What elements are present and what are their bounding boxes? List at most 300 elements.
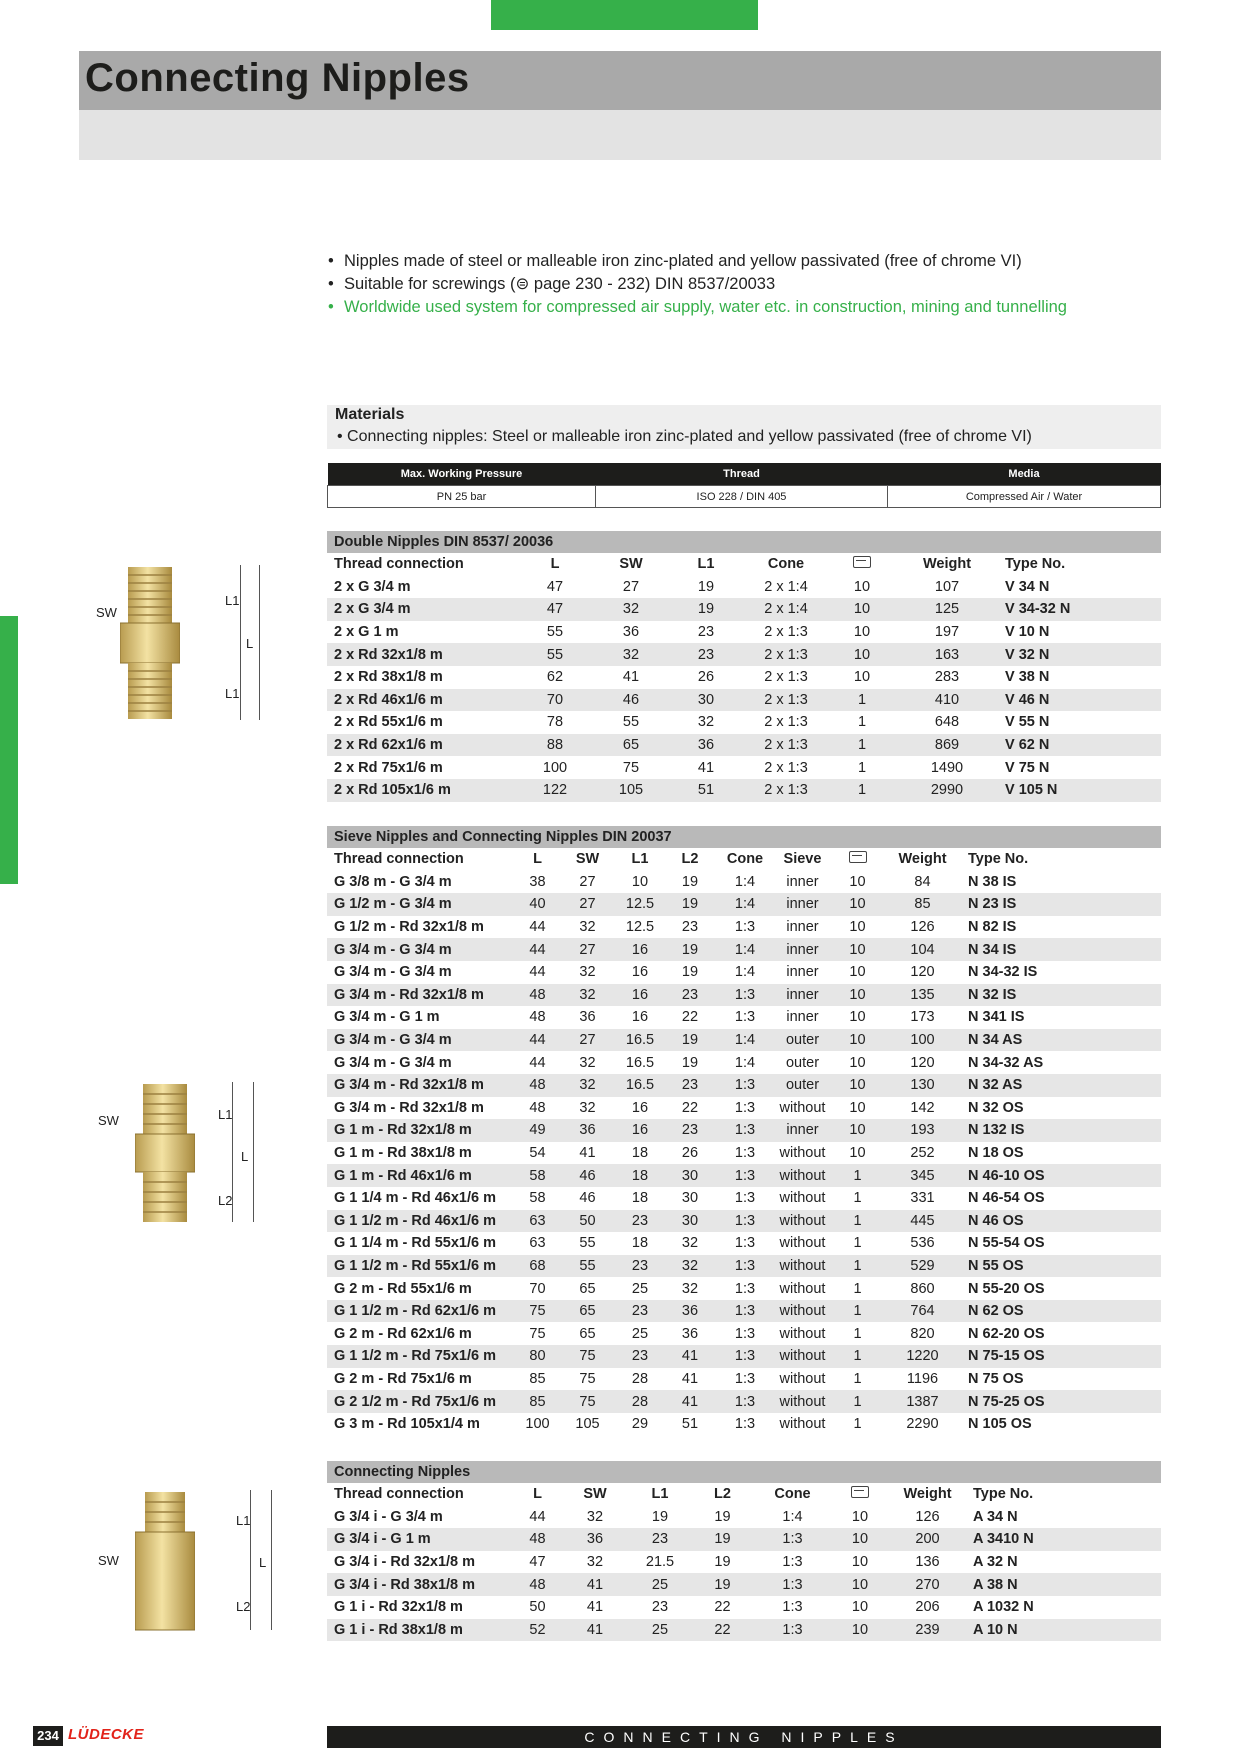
table-cell: 63 [529, 1235, 546, 1252]
table-cell: 1:3 [715, 1300, 775, 1323]
table-cell: 869 [897, 734, 997, 757]
table-cell: 25 [630, 1573, 690, 1596]
table-cell: N 341 IS [968, 1009, 1025, 1026]
subtitle-band [79, 110, 1161, 160]
table-cell: without [775, 1164, 830, 1187]
dim-l1-label: L1 [236, 1513, 251, 1528]
table-cell: N 75 OS [968, 1370, 1024, 1387]
top-accent-tab [491, 0, 758, 30]
table-row [327, 893, 1161, 916]
table-cell: 331 [910, 1190, 935, 1207]
table-cell: 36 [667, 734, 745, 757]
table-cell: 410 [897, 689, 997, 712]
table-cell: G 3 m - Rd 105x1/4 m [334, 1416, 480, 1433]
table-row [327, 1255, 1161, 1278]
table-cell: 63 [515, 1210, 560, 1233]
table-cell: 1220 [885, 1345, 960, 1368]
package-qty-icon [830, 848, 885, 871]
table-cell: 48 [529, 1009, 546, 1026]
table-cell: 41 [579, 1145, 596, 1162]
table-cell: 120 [910, 1054, 935, 1071]
table-cell: 2 x 1:3 [764, 759, 808, 776]
table-cell: 122 [515, 779, 595, 802]
table-row [327, 643, 1161, 666]
table-cell: 23 [615, 1300, 665, 1323]
table-cell: 23 [651, 1599, 669, 1616]
table-cell: 16 [615, 938, 665, 961]
table-cell: 19 [697, 578, 715, 595]
table-cell: 75 [560, 1345, 615, 1368]
table-row [327, 1368, 1161, 1391]
table-cell: 22 [681, 1009, 699, 1026]
table-cell: 32 [586, 1554, 604, 1571]
table-cell: 16 [615, 1119, 665, 1142]
table-cell: 32 [560, 1074, 615, 1097]
table-cell: G 1 1/4 m - Rd 46x1/6 m [334, 1190, 496, 1207]
table-row [327, 1551, 1161, 1574]
table-cell: 100 [885, 1029, 960, 1052]
table-cell: 32 [586, 1508, 604, 1525]
table-row [327, 1006, 1161, 1029]
table-cell: 1:3 [734, 1145, 756, 1162]
table-cell: 1:4 [715, 893, 775, 916]
table-cell: 22 [681, 1099, 699, 1116]
table-cell: 2 x G 1 m [334, 624, 399, 641]
table-cell: 58 [515, 1164, 560, 1187]
table-cell: 1:3 [734, 1190, 756, 1207]
table-cell: outer [775, 1074, 830, 1097]
column-header: L1 [631, 851, 649, 868]
table-cell: 44 [529, 919, 546, 936]
table-cell: 100 [542, 759, 568, 776]
table-cell: V 55 N [1005, 714, 1050, 731]
table-cell: 19 [690, 1573, 755, 1596]
table-cell: N 55 OS [960, 1255, 1161, 1278]
table-cell: G 1 1/2 m - Rd 46x1/6 m [327, 1210, 515, 1233]
table-row [327, 1413, 1161, 1436]
table-cell: 2 x 1:3 [745, 734, 827, 757]
table-cell: 41 [586, 1599, 604, 1616]
table-cell: without [775, 1255, 830, 1278]
table-cell: 1196 [906, 1370, 939, 1387]
table-cell: V 62 N [997, 734, 1161, 757]
table-cell: 1:3 [715, 984, 775, 1007]
table-cell: 10 [830, 1528, 890, 1551]
table-row [327, 1619, 1161, 1642]
table-cell: 105 [575, 1416, 600, 1433]
table-cell: 193 [885, 1119, 960, 1142]
table-cell: 2 x Rd 55x1/6 m [334, 714, 443, 731]
table-cell: 10 [830, 1619, 890, 1642]
table-cell: N 105 OS [968, 1416, 1032, 1433]
table-row [327, 916, 1161, 939]
table-cell: 23 [615, 1210, 665, 1233]
table-cell: 48 [529, 1099, 546, 1116]
table-cell: 10 [830, 984, 885, 1007]
dimension-line [250, 1490, 251, 1630]
table-cell: 40 [515, 893, 560, 916]
column-header: SW [575, 851, 600, 868]
table-cell: 126 [910, 919, 935, 936]
table-cell: 32 [681, 1235, 699, 1252]
table-cell: 44 [515, 1029, 560, 1052]
table-cell: 1:3 [734, 1280, 756, 1297]
table-cell: N 55-54 OS [968, 1235, 1045, 1252]
table-cell: 126 [915, 1508, 940, 1525]
table-cell: A 32 N [973, 1554, 1018, 1571]
table-cell: 36 [560, 1119, 615, 1142]
table-cell: 30 [665, 1210, 715, 1233]
table-cell: 41 [622, 669, 640, 686]
table-cell: without [779, 1280, 826, 1297]
table-cell: 19 [681, 873, 699, 890]
table-cell: 41 [560, 1619, 630, 1642]
table-cell: 1 [853, 1190, 862, 1207]
table-cell: 1 [830, 1255, 885, 1278]
table-cell: N 32 OS [968, 1099, 1024, 1116]
spec-value: PN 25 bar [328, 486, 596, 508]
table-cell: G 3/4 m - G 3/4 m [327, 938, 515, 961]
table-cell: 32 [665, 1255, 715, 1278]
table-cell: G 3/4 m - G 1 m [334, 1009, 440, 1026]
table-cell: 30 [665, 1164, 715, 1187]
table-cell: 1:4 [782, 1508, 803, 1525]
table-cell: 68 [515, 1255, 560, 1278]
table-row [327, 779, 1161, 802]
table-cell: G 3/4 m - G 3/4 m [334, 964, 452, 981]
table-cell: 46 [579, 1190, 596, 1207]
column-header: Sieve [783, 851, 822, 868]
table-cell: 860 [910, 1280, 935, 1297]
table-cell: G 1 1/4 m - Rd 55x1/6 m [334, 1235, 496, 1252]
table-cell: outer [775, 1029, 830, 1052]
table-cell: G 3/8 m - G 3/4 m [334, 873, 452, 890]
table-cell: 19 [651, 1508, 669, 1525]
table-cell: V 46 N [997, 689, 1161, 712]
table-cell: 10 [827, 598, 897, 621]
bullet-item: • Worldwide used system for compressed air supply, water etc. in construction, mining and tunnelling [326, 296, 1067, 319]
table-cell: 1:3 [734, 1235, 756, 1252]
table-cell: 125 [897, 598, 997, 621]
table-cell: 2990 [897, 779, 997, 802]
table-cell: without [775, 1210, 830, 1233]
table-cell: 206 [915, 1599, 940, 1616]
table-cell: 345 [885, 1164, 960, 1187]
table-cell: 10 [851, 1554, 869, 1571]
table-cell: inner [786, 964, 819, 981]
table-cell: 27 [622, 578, 640, 595]
table-cell: 70 [515, 689, 595, 712]
table-cell: 41 [665, 1345, 715, 1368]
materials-title: Materials [335, 406, 405, 423]
table-title: Double Nipples DIN 8537/ 20036 [327, 531, 1161, 553]
table-cell: 48 [515, 1528, 560, 1551]
table-row [327, 734, 1161, 757]
table-row [327, 598, 1161, 621]
table-cell: A 38 N [965, 1573, 1161, 1596]
table-cell: 44 [529, 1508, 546, 1525]
column-header: L2 [714, 1486, 731, 1503]
table-cell: 52 [515, 1619, 560, 1642]
table-row [327, 1029, 1161, 1052]
column-header: Cone [767, 556, 805, 573]
table-cell: 78 [546, 714, 564, 731]
table-cell: 23 [615, 1345, 665, 1368]
table-cell: 85 [885, 893, 960, 916]
table-cell: 2 x 1:4 [745, 598, 827, 621]
table-cell: 49 [515, 1119, 560, 1142]
table-title: Sieve Nipples and Connecting Nipples DIN 20037 [327, 826, 1161, 848]
table-row [327, 1164, 1161, 1187]
table-cell: 163 [897, 643, 997, 666]
table-row [327, 711, 1161, 734]
table-cell: 88 [515, 734, 595, 757]
table-cell: 2 x 1:3 [764, 669, 808, 686]
spec-table [327, 463, 1161, 508]
table-cell: 18 [631, 1235, 649, 1252]
table-cell: 23 [697, 624, 715, 641]
table-cell: 2 x G 3/4 m [334, 578, 411, 595]
table-row [327, 1277, 1161, 1300]
table-cell: 1:3 [715, 1210, 775, 1233]
table-cell: inner [775, 938, 830, 961]
table-cell: 1:3 [715, 1390, 775, 1413]
table-cell: 21.5 [645, 1554, 675, 1571]
table-cell: 65 [595, 734, 667, 757]
dim-sw-label: SW [96, 605, 117, 620]
table-row [327, 666, 1161, 689]
table-row [327, 1097, 1161, 1120]
table-cell: G 1/2 m - Rd 32x1/8 m [334, 919, 484, 936]
table-cell: 36 [560, 1528, 630, 1551]
table-cell: 27 [560, 938, 615, 961]
table-cell: 1:4 [734, 1054, 756, 1071]
connecting-nipple-illustration [135, 1488, 195, 1633]
table-cell: G 1 i - Rd 32x1/8 m [334, 1599, 463, 1616]
table-cell: 84 [914, 873, 931, 890]
column-header: SW [583, 1486, 607, 1503]
table-cell: G 1 m - Rd 38x1/8 m [334, 1145, 472, 1162]
table-cell: V 34 N [1005, 578, 1050, 595]
table-cell: 1:3 [715, 1164, 775, 1187]
table-cell: 1:4 [734, 964, 756, 981]
table-cell: 36 [579, 1009, 596, 1026]
table-row [327, 756, 1161, 779]
table-cell: without [779, 1145, 826, 1162]
table-cell: 1 [830, 1164, 885, 1187]
table-cell: 2 x Rd 32x1/8 m [327, 643, 515, 666]
table-cell: G 1 1/2 m - Rd 62x1/6 m [327, 1300, 515, 1323]
table-cell: 1 [827, 734, 897, 757]
table-cell: 648 [934, 714, 960, 731]
table-cell: V 75 N [1005, 759, 1050, 776]
table-row [327, 1390, 1161, 1413]
table-cell: 1:3 [782, 1554, 803, 1571]
table-cell: 1 [853, 1416, 862, 1433]
table-cell: N 46-10 OS [960, 1164, 1161, 1187]
table-cell: 2 x Rd 75x1/6 m [334, 759, 443, 776]
dim-l-label: L [241, 1149, 249, 1164]
table-cell: 19 [690, 1528, 755, 1551]
table-row [327, 871, 1161, 894]
table-cell: 1:3 [734, 919, 756, 936]
dimension-line [271, 1490, 272, 1630]
table-cell: 10 [830, 1029, 885, 1052]
dimension-line [240, 565, 241, 720]
table-cell: 23 [681, 919, 699, 936]
table-cell: 85 [515, 1390, 560, 1413]
table-cell: 19 [665, 893, 715, 916]
table-cell: G 3/4 i - G 3/4 m [334, 1508, 443, 1525]
table-cell: 1 [857, 759, 867, 776]
table-cell: 19 [667, 598, 745, 621]
table-cell: 28 [631, 1370, 649, 1387]
table-cell: 50 [529, 1599, 546, 1616]
table-cell: 1 [857, 714, 867, 731]
spec-header: Max. Working Pressure [328, 463, 596, 486]
table-row [327, 1210, 1161, 1233]
table-cell: N 75-25 OS [960, 1390, 1161, 1413]
table-cell: 2 x 1:3 [745, 779, 827, 802]
table-cell: A 10 N [965, 1619, 1161, 1642]
table-row [327, 1232, 1161, 1255]
spec-value: Compressed Air / Water [888, 486, 1161, 508]
table-cell: 1 [853, 1370, 862, 1387]
table-title: Connecting Nipples [327, 1461, 1161, 1483]
table-cell: 1:3 [734, 1416, 756, 1433]
table-row [327, 938, 1161, 961]
page-number: 234 [33, 1726, 63, 1746]
table-cell: 1 [830, 1300, 885, 1323]
column-header: SW [619, 556, 643, 573]
table-cell: N 32 AS [960, 1074, 1161, 1097]
table-cell: 58 [529, 1190, 546, 1207]
table-cell: V 38 N [1005, 669, 1050, 686]
materials-text: • Connecting nipples: Steel or malleable iron zinc-plated and yellow passivated (free of chrome VI) [337, 428, 1032, 445]
table-cell: 46 [595, 689, 667, 712]
column-header: Type No. [973, 1486, 1034, 1503]
table-cell: 27 [560, 893, 615, 916]
table-cell: G 2 m - Rd 55x1/6 m [334, 1280, 472, 1297]
table-cell: 10 [849, 1099, 866, 1116]
table-cell: without [775, 1300, 830, 1323]
table-row [327, 621, 1161, 644]
table-cell: G 3/4 i - G 1 m [327, 1528, 515, 1551]
table-cell: 36 [665, 1300, 715, 1323]
table-cell: 1:4 [715, 1029, 775, 1052]
table-cell: 104 [885, 938, 960, 961]
table-cell: N 34 AS [960, 1029, 1161, 1052]
table-cell: N 82 IS [968, 919, 1017, 936]
table-row [327, 1074, 1161, 1097]
table-cell: G 3/4 m - Rd 32x1/8 m [327, 1074, 515, 1097]
table-row [327, 1142, 1161, 1165]
table-row [327, 1051, 1161, 1074]
table-cell: 75 [560, 1390, 615, 1413]
table-cell: 47 [515, 598, 595, 621]
table-cell: without [779, 1235, 826, 1252]
table-cell: 23 [667, 643, 745, 666]
table-cell: 36 [681, 1325, 699, 1342]
table-cell: 26 [697, 669, 715, 686]
table-cell: 10 [849, 873, 866, 890]
column-header: L [550, 556, 560, 573]
dim-l-label: L [246, 636, 254, 651]
table-row [327, 1300, 1161, 1323]
table-row [327, 1345, 1161, 1368]
column-header: L2 [681, 851, 699, 868]
column-header: Weight [922, 556, 972, 573]
table-cell: 48 [515, 1573, 560, 1596]
table-cell: outer [785, 1054, 820, 1071]
table-cell: G 1 1/2 m - Rd 75x1/6 m [327, 1345, 515, 1368]
table-cell: 41 [560, 1573, 630, 1596]
table-cell: 32 [595, 643, 667, 666]
table-cell: 18 [631, 1190, 649, 1207]
table-cell: A 34 N [973, 1508, 1018, 1525]
table-cell: without [775, 1390, 830, 1413]
table-cell: without [779, 1190, 826, 1207]
table-row [327, 1187, 1161, 1210]
table-cell: 19 [714, 1508, 731, 1525]
table-cell: 10 [851, 1599, 869, 1616]
dim-l-label: L [259, 1555, 267, 1570]
table-cell: 80 [515, 1345, 560, 1368]
table-cell: 75 [622, 759, 640, 776]
table-cell: G 3/4 i - Rd 38x1/8 m [327, 1573, 515, 1596]
table-cell: 135 [885, 984, 960, 1007]
dim-sw-label: SW [98, 1113, 119, 1128]
table-cell: inner [775, 984, 830, 1007]
column-header: Thread connection [334, 851, 464, 868]
column-header: L1 [651, 1486, 669, 1503]
table-cell: 1:3 [715, 1074, 775, 1097]
table-cell: 239 [890, 1619, 965, 1642]
table-cell: 41 [681, 1370, 699, 1387]
table-cell: N 75-15 OS [960, 1345, 1161, 1368]
table-cell: without [779, 1416, 826, 1433]
table-cell: 10 [849, 919, 866, 936]
table-cell: 107 [934, 578, 960, 595]
table-cell: 19 [665, 938, 715, 961]
table-cell: without [779, 1370, 826, 1387]
table-cell: without [775, 1345, 830, 1368]
table-cell: 1387 [885, 1390, 960, 1413]
table-cell: inner [786, 1009, 819, 1026]
table-cell: 23 [665, 1074, 715, 1097]
table-cell: 820 [910, 1325, 935, 1342]
table-row [327, 576, 1161, 599]
bullet-item: • Suitable for screwings (⊜ page 230 - 232) DIN 8537/20033 [326, 273, 1067, 296]
table-cell: 105 [595, 779, 667, 802]
table-cell: 270 [890, 1573, 965, 1596]
table-cell: N 18 OS [968, 1145, 1024, 1162]
table-cell: 16.5 [625, 1054, 655, 1071]
table-cell: 70 [529, 1280, 546, 1297]
table-cell: 30 [667, 689, 745, 712]
table-row [327, 1528, 1161, 1551]
table-cell: 54 [529, 1145, 546, 1162]
column-header: Thread connection [334, 1486, 464, 1503]
table-cell: 1 [830, 1390, 885, 1413]
table-cell: 22 [714, 1599, 731, 1616]
table-cell: G 3/4 m - G 3/4 m [334, 1054, 452, 1071]
table-cell: 28 [615, 1390, 665, 1413]
table-cell: 10 [849, 1054, 866, 1071]
table-cell: 10 [827, 643, 897, 666]
table-cell: N 34-32 AS [968, 1054, 1044, 1071]
table-cell: V 34-32 N [997, 598, 1161, 621]
